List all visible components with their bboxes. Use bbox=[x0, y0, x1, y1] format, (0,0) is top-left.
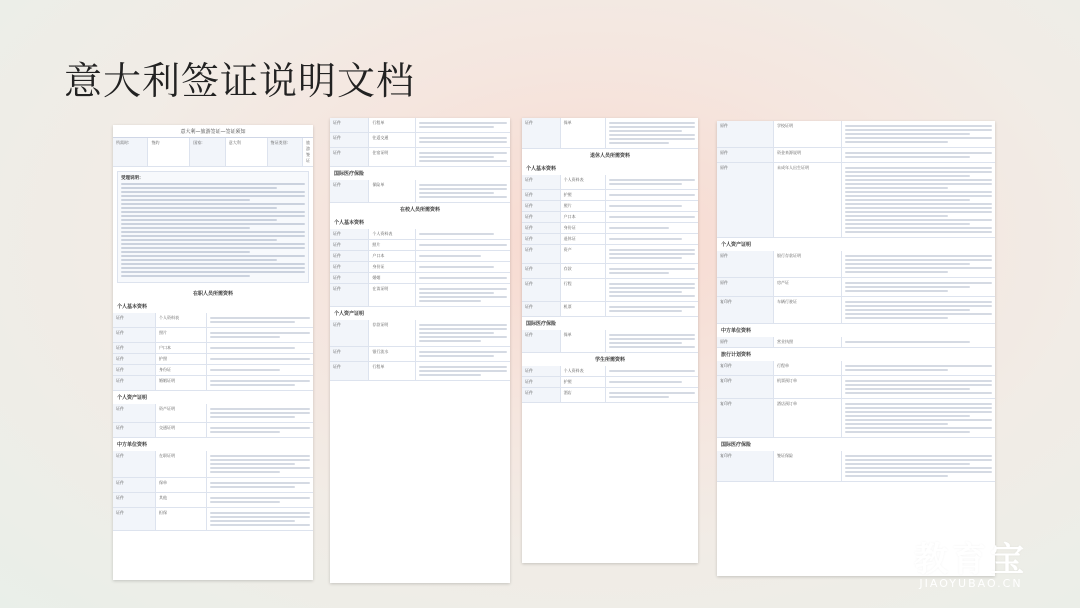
table-row bbox=[717, 376, 995, 399]
table-row bbox=[522, 212, 698, 223]
section-subheading: 国际医疗保险 bbox=[334, 171, 365, 177]
section-subheading: 个人资产证明 bbox=[334, 311, 365, 317]
table-row bbox=[330, 347, 510, 362]
watermark-logo bbox=[876, 532, 1066, 590]
row-item: 行程单 bbox=[774, 361, 842, 375]
table-row bbox=[522, 223, 698, 234]
table-row bbox=[522, 388, 698, 403]
row-item: 个人资料表 bbox=[156, 313, 207, 327]
row-label: 证件 bbox=[522, 377, 561, 387]
row-desc bbox=[207, 404, 313, 422]
document-page-1 bbox=[113, 125, 313, 580]
row-desc bbox=[842, 121, 995, 147]
row-desc bbox=[207, 478, 313, 492]
row-item: 行程单 bbox=[369, 362, 416, 380]
table-row bbox=[113, 313, 313, 328]
row-item: 资产 bbox=[561, 245, 607, 263]
row-desc bbox=[606, 223, 698, 233]
row-label: 证件 bbox=[113, 451, 156, 477]
row-label: 证件 bbox=[522, 234, 561, 244]
row-desc bbox=[207, 343, 313, 353]
row-desc bbox=[207, 493, 313, 507]
row-label: 证件 bbox=[330, 273, 369, 283]
row-item: 机票 bbox=[561, 302, 607, 316]
row-label: 证件 bbox=[522, 366, 561, 376]
row-label: 证件 bbox=[522, 118, 561, 148]
row-item: 银行存款证明 bbox=[774, 251, 842, 277]
table-row bbox=[522, 377, 698, 388]
table-row bbox=[113, 478, 313, 493]
row-label: 复印件 bbox=[717, 297, 774, 323]
meta-value: 意大利 bbox=[226, 138, 268, 166]
row-desc bbox=[416, 320, 510, 346]
table-row bbox=[717, 251, 995, 278]
row-item: 银行流水 bbox=[369, 347, 416, 361]
row-desc bbox=[416, 251, 510, 261]
row-desc bbox=[416, 262, 510, 272]
table-row bbox=[717, 361, 995, 376]
table-row bbox=[330, 133, 510, 148]
row-label: 证件 bbox=[113, 365, 156, 375]
row-label: 原件 bbox=[717, 148, 774, 162]
section-subheading: 国际医疗保险 bbox=[526, 321, 557, 327]
table-row bbox=[522, 279, 698, 302]
row-item: 机票预订单 bbox=[774, 376, 842, 398]
section-subheading: 个人基本资料 bbox=[334, 220, 365, 226]
row-item: 学校证明 bbox=[774, 121, 842, 147]
row-label: 证件 bbox=[330, 347, 369, 361]
table-row bbox=[113, 376, 313, 391]
row-label: 证件 bbox=[330, 240, 369, 250]
row-label: 证件 bbox=[522, 201, 561, 211]
document-page-4 bbox=[717, 121, 995, 576]
row-label: 证件 bbox=[330, 229, 369, 239]
meta-row bbox=[113, 138, 313, 167]
row-desc bbox=[606, 245, 698, 263]
row-label: 原件 bbox=[717, 163, 774, 237]
table-row bbox=[522, 264, 698, 279]
row-label: 复印件 bbox=[717, 451, 774, 481]
table-row bbox=[522, 118, 698, 149]
row-desc bbox=[842, 451, 995, 481]
table-row bbox=[113, 343, 313, 354]
row-label: 证件 bbox=[522, 279, 561, 301]
row-label: 证件 bbox=[330, 148, 369, 166]
row-item: 户口本 bbox=[156, 343, 207, 353]
row-label: 证件 bbox=[522, 223, 561, 233]
table-row bbox=[717, 451, 995, 482]
row-item: 车辆行驶证 bbox=[774, 297, 842, 323]
section-subheading: 中方单位资料 bbox=[721, 328, 752, 334]
row-desc bbox=[606, 175, 698, 189]
table-row bbox=[522, 190, 698, 201]
row-label: 证件 bbox=[113, 343, 156, 353]
watermark-sub: JIAOYUBAO.CN bbox=[919, 577, 1023, 590]
row-desc bbox=[207, 451, 313, 477]
row-label: 证件 bbox=[113, 328, 156, 342]
row-label: 证件 bbox=[113, 404, 156, 422]
table-row bbox=[330, 148, 510, 167]
section-subheading: 个人基本资料 bbox=[526, 166, 557, 172]
table-row bbox=[522, 234, 698, 245]
table-row bbox=[522, 201, 698, 212]
row-item: 婚姻证明 bbox=[156, 376, 207, 390]
notice-title: 受理说明： bbox=[121, 176, 144, 181]
row-item: 营业执照 bbox=[774, 337, 842, 347]
row-label: 证件 bbox=[522, 175, 561, 189]
table-row bbox=[330, 118, 510, 133]
table-row bbox=[522, 302, 698, 317]
row-item: 个人资料表 bbox=[561, 366, 607, 376]
table-row bbox=[113, 493, 313, 508]
row-item: 保险单 bbox=[369, 180, 416, 202]
row-desc bbox=[416, 273, 510, 283]
row-desc bbox=[606, 366, 698, 376]
meta-value: 签约 bbox=[148, 138, 190, 166]
row-desc bbox=[842, 148, 995, 162]
row-item: 照片 bbox=[156, 328, 207, 342]
row-label: 证件 bbox=[113, 493, 156, 507]
table-row bbox=[717, 297, 995, 324]
section-subheading: 国际医疗保险 bbox=[721, 442, 752, 448]
section-subheading: 中方单位资料 bbox=[117, 442, 148, 448]
row-item: 户口本 bbox=[561, 212, 607, 222]
row-label: 证件 bbox=[522, 330, 561, 352]
row-label: 原件 bbox=[717, 337, 774, 347]
table-row bbox=[113, 423, 313, 438]
row-desc bbox=[416, 362, 510, 380]
table-row bbox=[330, 273, 510, 284]
section-heading: 退休人员所需资料 bbox=[589, 153, 630, 159]
section-heading: 学生所需资料 bbox=[594, 357, 625, 363]
row-item: 资产证明 bbox=[156, 404, 207, 422]
row-item: 在职证明 bbox=[156, 451, 207, 477]
table-row bbox=[522, 366, 698, 377]
row-item: 照片 bbox=[561, 201, 607, 211]
row-item: 护照 bbox=[156, 354, 207, 364]
section-heading: 在校人员所需资料 bbox=[399, 207, 440, 213]
table-row bbox=[113, 451, 313, 478]
row-label: 证件 bbox=[113, 423, 156, 437]
row-item: 签证保险 bbox=[774, 451, 842, 481]
table-row bbox=[717, 121, 995, 148]
table-row bbox=[330, 362, 510, 381]
row-desc bbox=[416, 229, 510, 239]
document-page-2 bbox=[330, 118, 510, 583]
row-desc bbox=[416, 240, 510, 250]
meta-label: 所需时: bbox=[113, 138, 148, 166]
table-row bbox=[330, 320, 510, 347]
table-row bbox=[330, 251, 510, 262]
row-label: 复印件 bbox=[717, 361, 774, 375]
row-desc bbox=[606, 190, 698, 200]
row-item: 存款证明 bbox=[369, 320, 416, 346]
row-desc bbox=[606, 302, 698, 316]
row-desc bbox=[606, 388, 698, 402]
row-desc bbox=[416, 133, 510, 147]
table-row bbox=[717, 278, 995, 297]
row-desc bbox=[207, 376, 313, 390]
row-item: 行程单 bbox=[369, 118, 416, 132]
row-item: 住宿证明 bbox=[369, 148, 416, 166]
page-1-header: 意大利—旅游签证—签证须知 bbox=[113, 125, 313, 138]
row-label: 证件 bbox=[522, 212, 561, 222]
row-item: 户口本 bbox=[369, 251, 416, 261]
row-item: 护照 bbox=[561, 377, 607, 387]
row-label: 证件 bbox=[330, 133, 369, 147]
row-item: 退休证 bbox=[561, 234, 607, 244]
section-subheading: 个人资产证明 bbox=[721, 242, 752, 248]
row-label: 证件 bbox=[522, 264, 561, 278]
table-row bbox=[113, 354, 313, 365]
row-desc bbox=[606, 201, 698, 211]
row-label: 证件 bbox=[113, 354, 156, 364]
table-row bbox=[717, 163, 995, 238]
meta-label: 签证类别: bbox=[268, 138, 303, 166]
row-label: 证件 bbox=[330, 118, 369, 132]
row-item: 酒店 bbox=[561, 388, 607, 402]
row-desc bbox=[606, 330, 698, 352]
row-desc bbox=[416, 180, 510, 202]
row-item: 个人资料表 bbox=[369, 229, 416, 239]
row-desc bbox=[842, 376, 995, 398]
meta-label: 国家: bbox=[190, 138, 225, 166]
row-label: 证件 bbox=[330, 251, 369, 261]
row-label: 原件 bbox=[717, 251, 774, 277]
row-desc bbox=[606, 377, 698, 387]
row-label: 证件 bbox=[330, 362, 369, 380]
row-desc bbox=[606, 118, 698, 148]
row-item: 往返交通 bbox=[369, 133, 416, 147]
table-row bbox=[330, 229, 510, 240]
row-item: 酒店预订单 bbox=[774, 399, 842, 437]
row-item: 在读证明 bbox=[369, 284, 416, 306]
document-page-3 bbox=[522, 118, 698, 563]
row-label: 证件 bbox=[113, 508, 156, 530]
table-row bbox=[330, 180, 510, 203]
notice-block bbox=[117, 171, 309, 283]
row-desc bbox=[207, 313, 313, 327]
table-row bbox=[522, 245, 698, 264]
row-label: 证件 bbox=[113, 313, 156, 327]
section-subheading: 旅行计划资料 bbox=[721, 352, 752, 358]
table-row bbox=[113, 365, 313, 376]
row-label: 原件 bbox=[717, 121, 774, 147]
row-desc bbox=[842, 163, 995, 237]
row-item: 身份证 bbox=[561, 223, 607, 233]
section-subheading: 个人基本资料 bbox=[117, 304, 148, 310]
row-label: 证件 bbox=[522, 245, 561, 263]
row-label: 证件 bbox=[522, 302, 561, 316]
row-desc bbox=[207, 508, 313, 530]
row-desc bbox=[842, 399, 995, 437]
slide-title: 意大利签证说明文档 bbox=[64, 59, 416, 103]
table-row bbox=[717, 337, 995, 348]
row-item: 存款 bbox=[561, 264, 607, 278]
row-label: 原件 bbox=[717, 278, 774, 296]
row-item: 担保 bbox=[156, 508, 207, 530]
row-desc bbox=[842, 361, 995, 375]
row-desc bbox=[207, 328, 313, 342]
row-label: 证件 bbox=[330, 262, 369, 272]
row-item: 护照 bbox=[561, 190, 607, 200]
notice-text bbox=[121, 183, 305, 277]
row-label: 证件 bbox=[522, 190, 561, 200]
row-item: 照片 bbox=[369, 240, 416, 250]
section-heading: 在职人员所需资料 bbox=[192, 291, 233, 297]
row-label: 证件 bbox=[113, 376, 156, 390]
row-item: 其他 bbox=[156, 493, 207, 507]
row-item: 未成年人出生证明 bbox=[774, 163, 842, 237]
row-desc bbox=[606, 234, 698, 244]
row-item: 身份证 bbox=[369, 262, 416, 272]
row-item: 身份证 bbox=[156, 365, 207, 375]
table-row bbox=[522, 175, 698, 190]
row-desc bbox=[207, 365, 313, 375]
row-desc bbox=[842, 337, 995, 347]
table-row bbox=[717, 399, 995, 438]
row-item: 个人资料表 bbox=[561, 175, 607, 189]
row-item: 资金来源说明 bbox=[774, 148, 842, 162]
row-item: 婚姻 bbox=[369, 273, 416, 283]
row-label: 证件 bbox=[330, 180, 369, 202]
row-item: 行程 bbox=[561, 279, 607, 301]
row-desc bbox=[606, 212, 698, 222]
row-desc bbox=[842, 297, 995, 323]
row-label: 证件 bbox=[330, 320, 369, 346]
row-desc bbox=[207, 354, 313, 364]
row-desc bbox=[416, 148, 510, 166]
row-label: 证件 bbox=[522, 388, 561, 402]
row-item: 保单 bbox=[561, 118, 607, 148]
row-item: 房产证 bbox=[774, 278, 842, 296]
row-desc bbox=[606, 279, 698, 301]
table-row bbox=[113, 404, 313, 423]
row-label: 复印件 bbox=[717, 376, 774, 398]
row-desc bbox=[207, 423, 313, 437]
table-row bbox=[717, 148, 995, 163]
row-desc bbox=[842, 278, 995, 296]
table-row bbox=[330, 284, 510, 307]
row-desc bbox=[416, 284, 510, 306]
table-row bbox=[330, 262, 510, 273]
row-label: 证件 bbox=[330, 284, 369, 306]
table-row bbox=[330, 240, 510, 251]
row-desc bbox=[606, 264, 698, 278]
table-row bbox=[522, 330, 698, 353]
row-desc bbox=[416, 118, 510, 132]
row-item: 保单 bbox=[156, 478, 207, 492]
table-row bbox=[113, 328, 313, 343]
table-row bbox=[113, 508, 313, 531]
row-label: 复印件 bbox=[717, 399, 774, 437]
watermark-main: 教育宝 bbox=[914, 540, 1028, 580]
row-desc bbox=[842, 251, 995, 277]
row-label: 证件 bbox=[113, 478, 156, 492]
row-desc bbox=[416, 347, 510, 361]
section-subheading: 个人资产证明 bbox=[117, 395, 148, 401]
meta-value: 旅游签证 bbox=[306, 140, 310, 163]
row-item: 保单 bbox=[561, 330, 607, 352]
row-item: 交通证明 bbox=[156, 423, 207, 437]
